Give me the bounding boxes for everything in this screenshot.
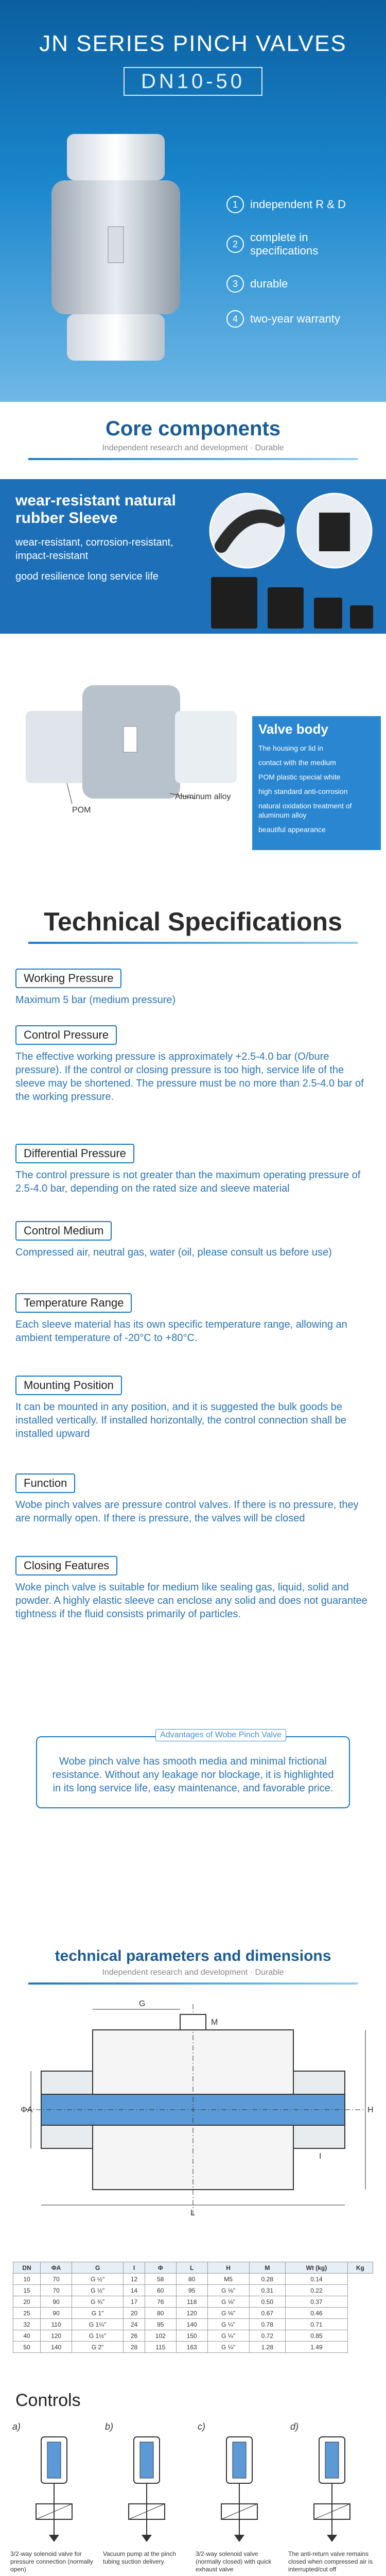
- table-cell: 120: [41, 2330, 72, 2342]
- feature-number-badge: 4: [226, 310, 244, 328]
- pneumatic-schematic-icon: [15, 2432, 93, 2545]
- feature-text: complete in specifications: [250, 231, 319, 257]
- table-cell: 120: [176, 2308, 207, 2319]
- section-title: Core components: [105, 417, 281, 440]
- control-diagram: [196, 2421, 283, 2576]
- table-cell: 95: [145, 2319, 176, 2330]
- table-header: ΦA: [41, 2262, 72, 2274]
- section-subtitle: Independent research and development · Durable: [102, 1968, 284, 1977]
- table-cell: 15: [13, 2285, 41, 2296]
- valve-body-line: The housing or lid in: [258, 744, 324, 752]
- table-row: [13, 2274, 373, 2285]
- table-cell: 60: [145, 2285, 176, 2296]
- spec-text: Woke pinch valve is suitable for medium like sealing gas, liquid, solid and powder. A highly elastic sleeve can enclose any solid and does not guarantee tightness if the fluid consists primarily of particles.: [15, 1582, 367, 1620]
- table-cell: 10: [13, 2274, 41, 2285]
- dimension-label: L: [190, 2209, 195, 2217]
- table-cell: 0.14: [286, 2274, 348, 2285]
- valve-body-line: natural oxidation treatment of aluminum alloy: [258, 802, 352, 819]
- valve-body-line: beautiful appearance: [258, 825, 326, 834]
- table-cell: G ⅛": [207, 2285, 249, 2296]
- control-letter: c): [198, 2421, 205, 2432]
- table-cell: 32: [13, 2319, 41, 2330]
- control-caption: 3/2-way solenoid valve for pressure connection (normally open): [10, 2550, 93, 2573]
- table-cell: M5: [207, 2274, 249, 2285]
- section-divider: [28, 942, 358, 944]
- table-cell: 28: [124, 2342, 145, 2353]
- table-cell: 0.85: [286, 2330, 348, 2342]
- section-subtitle: Independent research and development · Durable: [102, 444, 284, 452]
- table-cell: 0.67: [249, 2308, 286, 2319]
- table-cell: 40: [13, 2330, 41, 2342]
- parameters-table: [13, 2262, 373, 2353]
- feature-number-badge: 1: [226, 196, 244, 213]
- section-header: [0, 891, 386, 944]
- table-cell: 110: [41, 2319, 72, 2330]
- technical-specifications-section: [0, 891, 386, 1932]
- table-header: G: [72, 2262, 124, 2274]
- table-cell: 140: [41, 2342, 72, 2353]
- control-caption: The anti-return valve remains closed when compressed air is interrupted/cut off: [288, 2550, 373, 2573]
- table-cell: 76: [145, 2296, 176, 2308]
- table-cell: G ¼": [207, 2330, 249, 2342]
- spec-tag: Working Pressure: [15, 969, 121, 988]
- table-header: Kg: [347, 2262, 373, 2274]
- spec-mounting-position: [15, 1376, 371, 1440]
- table-row: [13, 2308, 373, 2319]
- spec-tag: Mounting Position: [15, 1376, 122, 1395]
- table-cell: 80: [145, 2308, 176, 2319]
- pinch-valve-product-image: [31, 129, 201, 366]
- spec-function: [15, 1473, 371, 1525]
- table-cell: G 1": [72, 2308, 124, 2319]
- valve-body-line: POM plastic special white: [258, 773, 341, 781]
- spec-temperature-range: [15, 1293, 371, 1345]
- pneumatic-schematic-icon: [108, 2432, 185, 2545]
- table-cell: G 2": [72, 2342, 124, 2353]
- feature-item: [226, 231, 365, 258]
- dimension-label: I: [319, 2152, 322, 2161]
- technical-parameters-section: [0, 1932, 386, 2380]
- spec-text: Wobe pinch valves are pressure control valves. If there is no pressure, they are normally open. If there is pressure, the valves will be closed: [15, 1499, 359, 1524]
- spec-tag: Control Pressure: [15, 1025, 117, 1045]
- feature-number-badge: 3: [226, 275, 244, 293]
- valve-body-image: [15, 649, 242, 814]
- table-row: [13, 2285, 373, 2296]
- spec-control-medium: [15, 1221, 371, 1259]
- section-title: technical parameters and dimensions: [55, 1947, 331, 1964]
- table-cell: 0.31: [249, 2285, 286, 2296]
- hero-model-badge: DN10-50: [124, 67, 262, 96]
- spec-control-pressure: [15, 1025, 371, 1104]
- core-components-section: [0, 402, 386, 891]
- feature-number-badge: 2: [226, 235, 244, 253]
- section-title: Controls: [15, 2391, 81, 2410]
- table-cell: 0.46: [286, 2308, 348, 2319]
- spec-text: The effective working pressure is approximately +2.5-4.0 bar (O/bure pressure). If the control or closing pressure is too high, service life of the sleeve may be shortened. The pressure must be no more than 2.5-4.0 bar of the working pressure.: [15, 1051, 364, 1103]
- table-cell: 14: [124, 2285, 145, 2296]
- table-cell: 140: [176, 2319, 207, 2330]
- table-cell: G 1¼": [72, 2319, 124, 2330]
- table-row: [13, 2319, 373, 2330]
- feature-item: [226, 310, 365, 328]
- label-aluminum-alloy: Aluminum alloy: [175, 792, 231, 801]
- table-header: I: [124, 2262, 145, 2274]
- sleeve-desc-line: good resilience long service life: [15, 571, 159, 582]
- spec-tag: Differential Pressure: [15, 1144, 134, 1163]
- table-cell: 12: [124, 2274, 145, 2285]
- table-header: M: [249, 2262, 286, 2274]
- valve-body-line: contact with the medium: [258, 758, 336, 767]
- table-cell: 0.22: [286, 2285, 348, 2296]
- feature-item: [226, 196, 365, 213]
- table-cell: G 1½": [72, 2330, 124, 2342]
- section-title: Technical Specifications: [44, 907, 342, 936]
- spec-tag: Temperature Range: [15, 1293, 132, 1313]
- controls-section: [0, 2380, 386, 2576]
- table-row: [13, 2342, 373, 2353]
- table-cell: 0.71: [286, 2319, 348, 2330]
- hero-banner: [0, 0, 386, 402]
- table-cell: 90: [41, 2308, 72, 2319]
- dimension-label: H: [367, 2106, 374, 2114]
- valve-body-panel: [252, 716, 381, 850]
- spec-tag: Control Medium: [15, 1221, 112, 1241]
- table-cell: 102: [145, 2330, 176, 2342]
- table-cell: 163: [176, 2342, 207, 2353]
- section-divider: [28, 458, 358, 460]
- table-cell: G ¼": [207, 2342, 249, 2353]
- table-cell: 58: [145, 2274, 176, 2285]
- spec-closing-features: [15, 1556, 371, 1621]
- pneumatic-schematic-icon: [201, 2432, 278, 2545]
- control-caption: 3/2-way solenoid valve (normally closed) with quick exhaust valve: [196, 2550, 272, 2573]
- table-cell: 0.72: [249, 2330, 286, 2342]
- feature-item: [226, 275, 365, 293]
- table-cell: G ⅛": [207, 2308, 249, 2319]
- spec-differential-pressure: [15, 1144, 371, 1195]
- table-cell: 95: [176, 2285, 207, 2296]
- spec-text: The control pressure is not greater than the maximum operating pressure of 2.5-4.0 bar, depending on the rated size and sleeve material: [15, 1170, 361, 1194]
- spec-text: It can be mounted in any position, and it is suggested the bulk goods be installed vertically. If installed horizontally, the control connection shall be installed upward: [15, 1401, 346, 1439]
- advantages-tag: Advantages of Wobe Pinch Valve: [155, 1729, 286, 1741]
- section-divider: [28, 1982, 358, 1985]
- table-cell: 0.50: [249, 2296, 286, 2308]
- spec-text: Each sleeve material has its own specific temperature range, allowing an ambient temperature of -20°C to +80°C.: [15, 1319, 347, 1344]
- table-cell: 150: [176, 2330, 207, 2342]
- feature-text: independent R & D: [250, 198, 346, 211]
- control-diagram: [10, 2421, 98, 2576]
- table-header-row: [13, 2262, 373, 2274]
- advantages-text: Wobe pinch valve has smooth media and minimal frictional resistance. Without any leakage nor blockage, it is highlighted in its long service life, easy maintenance, and favorable price.: [52, 1756, 334, 1794]
- table-header: L: [176, 2262, 207, 2274]
- table-cell: 25: [13, 2308, 41, 2319]
- dimension-drawing: [10, 1994, 376, 2226]
- table-cell: 70: [41, 2285, 72, 2296]
- pneumatic-schematic-icon: [293, 2432, 371, 2545]
- table-cell: G ¼": [207, 2319, 249, 2330]
- control-letter: a): [12, 2421, 21, 2432]
- table-row: [13, 2330, 373, 2342]
- table-cell: 17: [124, 2296, 145, 2308]
- table-cell: 80: [176, 2274, 207, 2285]
- table-cell: 1.28: [249, 2342, 286, 2353]
- table-cell: G ½": [72, 2285, 124, 2296]
- feature-text: durable: [250, 277, 288, 290]
- spec-text: Maximum 5 bar (medium pressure): [15, 994, 176, 1006]
- sleeve-description: [15, 536, 185, 583]
- table-header: Φ: [145, 2262, 176, 2274]
- dimension-label: M: [211, 2018, 218, 2027]
- table-cell: 20: [124, 2308, 145, 2319]
- feature-text: two-year warranty: [250, 312, 340, 325]
- spec-text: Compressed air, neutral gas, water (oil, please consult us before use): [15, 1247, 332, 1258]
- spec-tag: Closing Features: [15, 1556, 117, 1575]
- control-letter: d): [290, 2421, 299, 2432]
- table-cell: 90: [41, 2296, 72, 2308]
- hero-title: JN SERIES PINCH VALVES: [39, 31, 347, 56]
- table-cell: 0.28: [249, 2274, 286, 2285]
- table-cell: 26: [124, 2330, 145, 2342]
- table-cell: 50: [13, 2342, 41, 2353]
- feature-list: [226, 196, 365, 345]
- table-cell: 0.37: [286, 2296, 348, 2308]
- table-cell: G ⅛": [207, 2296, 249, 2308]
- spec-working-pressure: [15, 969, 371, 1007]
- section-header: [0, 1932, 386, 1985]
- sleeve-desc-line: wear-resistant, corrosion-resistant, impact-resistant: [15, 537, 173, 562]
- table-cell: G ½": [72, 2274, 124, 2285]
- table-cell: 1.49: [286, 2342, 348, 2353]
- rubber-sleeve-image: [196, 484, 381, 634]
- control-caption: Vacuum pump at the pinch tubing suction delivery: [103, 2550, 176, 2565]
- table-cell: G ¾": [72, 2296, 124, 2308]
- valve-body-line: high standard anti-corrosion: [258, 787, 348, 795]
- label-pom: POM: [72, 806, 91, 815]
- dimension-label: G: [139, 1999, 146, 2008]
- table-header: DN: [13, 2262, 41, 2274]
- advantages-box: [36, 1731, 350, 1808]
- table-cell: 118: [176, 2296, 207, 2308]
- spec-tag: Function: [15, 1473, 75, 1493]
- valve-body-title: Valve body: [258, 721, 328, 737]
- table-row: [13, 2296, 373, 2308]
- table-header: Wt (kg): [286, 2262, 348, 2274]
- table-header: H: [207, 2262, 249, 2274]
- control-diagram: [288, 2421, 376, 2576]
- sleeve-title: wear-resistant natural rubber Sleeve: [15, 492, 176, 527]
- section-header: [0, 402, 386, 460]
- dimension-label: ΦA: [21, 2106, 33, 2114]
- table-cell: 20: [13, 2296, 41, 2308]
- table-cell: 24: [124, 2319, 145, 2330]
- table-cell: 0.78: [249, 2319, 286, 2330]
- control-diagram: [103, 2421, 190, 2576]
- table-cell: 70: [41, 2274, 72, 2285]
- table-cell: 115: [145, 2342, 176, 2353]
- control-letter: b): [105, 2421, 114, 2432]
